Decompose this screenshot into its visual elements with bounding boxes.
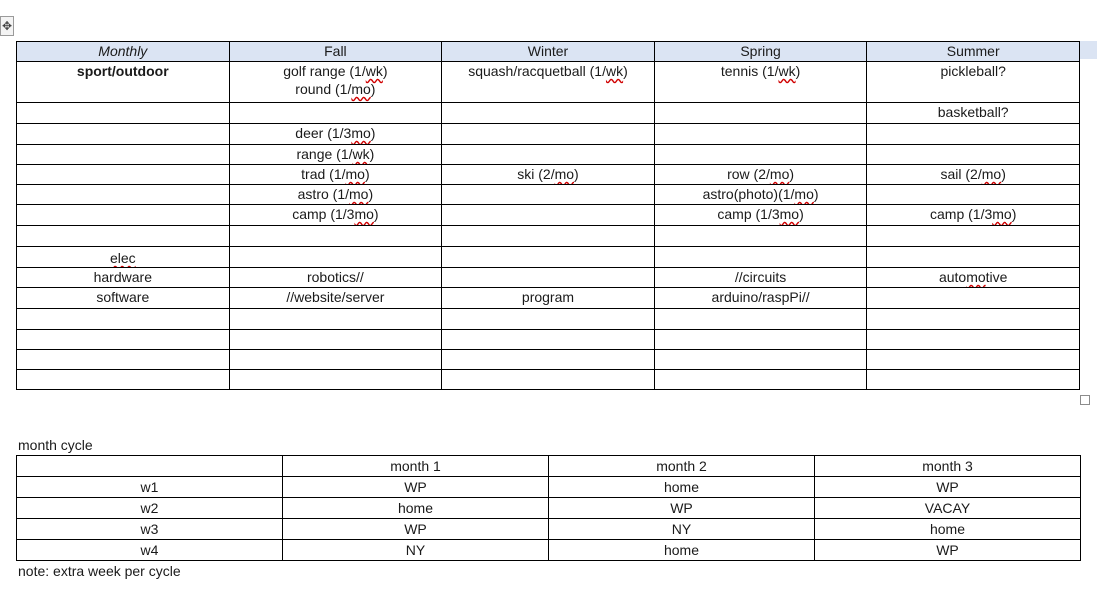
cell-line: squash/racquetball (1/wk) [468, 63, 628, 79]
spellcheck-flag: mo [779, 206, 800, 222]
activity-cell[interactable] [867, 309, 1080, 330]
table-row [17, 205, 1080, 226]
activity-cell[interactable] [229, 288, 442, 309]
row-category-cell[interactable] [17, 165, 230, 185]
row-category-cell[interactable] [17, 226, 230, 247]
activity-cell[interactable] [867, 268, 1080, 288]
row-category-cell[interactable] [17, 370, 230, 390]
cycle-column-header[interactable]: month 3 [815, 456, 1081, 477]
activity-cell[interactable] [229, 124, 442, 145]
cell-line: ski (2/mo) [517, 166, 579, 182]
cell-line: robotics// [306, 269, 364, 285]
activity-cell[interactable] [229, 205, 442, 226]
activity-cell[interactable] [442, 145, 655, 165]
cell-line: //circuits [734, 269, 787, 285]
cell-line: hardware [93, 269, 152, 285]
spellcheck-flag: wk [352, 146, 370, 162]
cell-line: program [521, 289, 575, 305]
column-header[interactable]: Spring [654, 42, 867, 62]
activity-cell[interactable] [229, 350, 442, 370]
table-row [17, 247, 1080, 268]
cycle-column-header[interactable]: month 1 [283, 456, 549, 477]
cycle-note: note: extra week per cycle [18, 563, 181, 579]
week-label-cell[interactable]: w1 [17, 477, 283, 498]
cell-line: round (1/mo) [295, 81, 376, 97]
column-header[interactable]: Summer [867, 42, 1080, 62]
cell-line: sport/outdoor [76, 63, 169, 79]
activity-cell[interactable] [229, 62, 442, 103]
spellcheck-flag: mo [351, 125, 371, 141]
activity-cell[interactable] [654, 165, 867, 185]
row-category-cell[interactable] [17, 247, 230, 268]
week-label-cell[interactable]: w3 [17, 519, 283, 540]
activity-cell[interactable] [654, 350, 867, 370]
activity-cell[interactable] [229, 268, 442, 288]
row-category-cell[interactable] [17, 62, 230, 103]
activity-cell[interactable] [229, 103, 442, 124]
spellcheck-flag: elec [109, 250, 136, 266]
cell-line: astro(photo)(1/mo) [702, 186, 819, 202]
row-category-cell[interactable] [17, 185, 230, 205]
row-category-cell[interactable] [17, 205, 230, 226]
spellcheck-flag: wk [365, 63, 383, 79]
cell-line: deer (1/3mo) [295, 125, 376, 141]
activity-cell[interactable] [654, 370, 867, 390]
activity-cell[interactable] [654, 205, 867, 226]
table-row [17, 350, 1080, 370]
spellcheck-flag: mo [554, 166, 575, 182]
cell-line: camp (1/3mo) [717, 206, 804, 222]
activity-cell[interactable] [442, 103, 655, 124]
table-row [17, 165, 1080, 185]
row-category-cell[interactable] [17, 330, 230, 350]
spellcheck-flag: mo [981, 166, 1002, 182]
cycle-cell[interactable]: home [549, 540, 815, 561]
cycle-cell[interactable]: home [549, 477, 815, 498]
column-header[interactable]: Fall [229, 42, 442, 62]
spellcheck-flag: mo [794, 186, 814, 202]
spellcheck-flag: mo [966, 269, 986, 285]
cycle-cell[interactable]: WP [283, 477, 549, 498]
spellcheck-flag: mo [351, 81, 371, 97]
month-cycle-table [16, 455, 1081, 561]
spellcheck-flag: wk [605, 63, 624, 79]
activity-cell[interactable] [442, 165, 655, 185]
table-row [17, 268, 1080, 288]
table-row [17, 145, 1080, 165]
cycle-cell[interactable]: WP [815, 540, 1081, 561]
activity-cell[interactable] [867, 185, 1080, 205]
activity-cell[interactable] [442, 226, 655, 247]
activity-cell[interactable] [654, 288, 867, 309]
cycle-cell[interactable]: WP [283, 519, 549, 540]
activity-cell[interactable] [654, 247, 867, 268]
seasonal-activity-table [16, 41, 1080, 390]
table-row [17, 370, 1080, 390]
activity-cell[interactable] [654, 124, 867, 145]
cycle-row [17, 540, 1081, 561]
column-header[interactable]: Monthly [17, 42, 230, 62]
activity-cell[interactable] [867, 370, 1080, 390]
cycle-row [17, 519, 1081, 540]
activity-cell[interactable] [867, 103, 1080, 124]
activity-cell[interactable] [867, 350, 1080, 370]
month-cycle-label: month cycle [18, 437, 93, 453]
activity-cell[interactable] [229, 226, 442, 247]
spellcheck-flag: mo [769, 166, 790, 182]
cell-line: software [96, 289, 150, 305]
activity-cell[interactable] [442, 268, 655, 288]
row-category-cell[interactable] [17, 124, 230, 145]
spellcheck-flag: wk [778, 63, 796, 79]
row-category-cell[interactable] [17, 288, 230, 309]
cycle-cell[interactable]: VACAY [815, 498, 1081, 519]
header-row-selection-extension [1080, 41, 1097, 59]
cycle-cell[interactable]: NY [549, 519, 815, 540]
row-category-cell[interactable] [17, 145, 230, 165]
spellcheck-flag: mo [992, 206, 1012, 222]
activity-cell[interactable] [442, 350, 655, 370]
table-header-row [17, 42, 1080, 62]
cell-line: basketball? [937, 104, 1009, 120]
activity-cell[interactable] [867, 145, 1080, 165]
activity-cell[interactable] [654, 309, 867, 330]
activity-cell[interactable] [229, 370, 442, 390]
spellcheck-flag: mo [354, 206, 374, 222]
cell-line: row (2/mo) [727, 166, 795, 182]
cell-line: astro (1/mo) [297, 186, 374, 202]
table-resize-handle-icon[interactable] [1080, 395, 1090, 405]
activity-cell[interactable] [654, 330, 867, 350]
cell-line: camp (1/3mo) [930, 206, 1017, 222]
table-row [17, 330, 1080, 350]
cycle-header-row [17, 456, 1081, 477]
activity-cell[interactable] [442, 247, 655, 268]
activity-cell[interactable] [442, 288, 655, 309]
activity-cell[interactable] [654, 62, 867, 103]
cycle-cell[interactable]: NY [283, 540, 549, 561]
cell-line [110, 250, 136, 266]
activity-cell[interactable] [229, 309, 442, 330]
activity-cell[interactable] [229, 247, 442, 268]
table-row [17, 288, 1080, 309]
table-row [17, 185, 1080, 205]
cell-line: tennis (1/wk) [720, 63, 801, 79]
activity-cell[interactable] [229, 145, 442, 165]
cell-line: pickleball? [940, 63, 1006, 79]
activity-cell[interactable] [654, 268, 867, 288]
table-row [17, 103, 1080, 124]
activity-cell[interactable] [867, 62, 1080, 103]
row-category-cell[interactable] [17, 350, 230, 370]
cell-line: sail (2/mo) [940, 166, 1006, 182]
week-label-cell[interactable]: w2 [17, 498, 283, 519]
activity-cell[interactable] [867, 205, 1080, 226]
activity-cell[interactable] [442, 185, 655, 205]
cell-line: golf range (1/wk) [283, 63, 388, 79]
cell-line: automotive [938, 269, 1008, 285]
table-row [17, 124, 1080, 145]
cell-line: camp (1/3mo) [292, 206, 379, 222]
cycle-row [17, 498, 1081, 519]
table-move-handle-icon[interactable]: ✥ [0, 16, 14, 36]
activity-cell[interactable] [654, 145, 867, 165]
table-row [17, 309, 1080, 330]
activity-cell[interactable] [229, 330, 442, 350]
activity-cell[interactable] [442, 370, 655, 390]
activity-cell[interactable] [654, 185, 867, 205]
cycle-cell[interactable]: home [815, 519, 1081, 540]
activity-cell[interactable] [867, 330, 1080, 350]
cycle-cell[interactable]: home [283, 498, 549, 519]
activity-cell[interactable] [442, 124, 655, 145]
spellcheck-flag: mo [349, 186, 369, 202]
row-category-cell[interactable] [17, 309, 230, 330]
cycle-row [17, 477, 1081, 498]
cycle-cell[interactable]: WP [549, 498, 815, 519]
cycle-column-header[interactable] [17, 456, 283, 477]
activity-cell[interactable] [442, 330, 655, 350]
spellcheck-flag: mo [345, 166, 365, 182]
cell-line: //website/server [286, 289, 385, 305]
cell-line: trad (1/mo) [301, 166, 370, 182]
activity-cell[interactable] [442, 205, 655, 226]
activity-cell[interactable] [229, 165, 442, 185]
activity-cell[interactable] [867, 247, 1080, 268]
cycle-cell[interactable]: WP [815, 477, 1081, 498]
cycle-column-header[interactable]: month 2 [549, 456, 815, 477]
row-category-cell[interactable] [17, 103, 230, 124]
cell-line: range (1/wk) [296, 146, 375, 162]
activity-cell[interactable] [442, 309, 655, 330]
table-row [17, 226, 1080, 247]
row-category-cell[interactable] [17, 268, 230, 288]
week-label-cell[interactable]: w4 [17, 540, 283, 561]
activity-cell[interactable] [867, 124, 1080, 145]
table-row [17, 62, 1080, 103]
activity-cell[interactable] [867, 226, 1080, 247]
column-header[interactable]: Winter [442, 42, 655, 62]
activity-cell[interactable] [654, 103, 867, 124]
activity-cell[interactable] [229, 185, 442, 205]
activity-cell[interactable] [442, 62, 655, 103]
activity-cell[interactable] [867, 165, 1080, 185]
activity-cell[interactable] [867, 288, 1080, 309]
activity-cell[interactable] [654, 226, 867, 247]
cell-line: arduino/raspPi// [711, 289, 810, 305]
